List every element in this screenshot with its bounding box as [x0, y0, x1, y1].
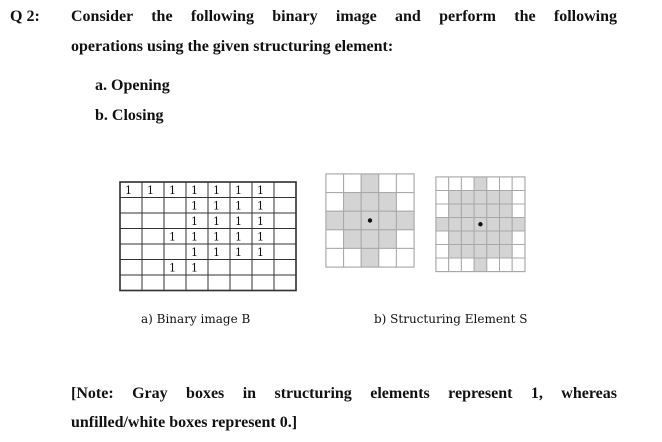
binary-cell-value: 1	[257, 230, 264, 244]
se-large-cell	[500, 191, 513, 205]
se-small-cell	[379, 248, 397, 267]
se-small-cell	[396, 230, 414, 249]
se-large-cell	[461, 177, 474, 191]
se-large-cell	[500, 231, 513, 245]
se-small-cell	[326, 193, 344, 212]
se-small-cell	[361, 230, 379, 249]
caption-structuring-element: b) Structuring Element S	[374, 312, 528, 326]
option-opening: a. Opening	[95, 77, 170, 94]
se-small-cell	[326, 174, 344, 193]
binary-cell-value: 1	[257, 246, 264, 259]
se-large-cell	[487, 191, 500, 205]
se-small-cell	[361, 193, 379, 212]
option-closing: b. Closing	[95, 107, 164, 124]
se-large-cell	[461, 245, 474, 259]
se-small-cell	[361, 248, 379, 267]
se-large-cell	[449, 218, 462, 232]
se-large-cell	[500, 204, 513, 218]
se-large-cell	[436, 191, 449, 205]
se-large-cell	[474, 231, 487, 245]
se-small-cell	[396, 211, 414, 230]
se-large-cell	[436, 218, 449, 232]
se-large-cell	[500, 218, 513, 232]
se-large-cell	[487, 231, 500, 245]
se-large-cell	[474, 258, 487, 272]
structuring-element-small	[324, 172, 417, 270]
se-large-cell	[449, 231, 462, 245]
se-large-cell	[436, 245, 449, 259]
question-text-line-1: Consider the following binary image and perform the following	[71, 8, 617, 25]
se-large-cell	[512, 231, 525, 245]
se-large-cell	[487, 218, 500, 232]
binary-cell-value: 1	[213, 230, 220, 244]
caption-binary-image: a) Binary image B	[141, 312, 251, 326]
binary-cell-value: 1	[235, 184, 242, 197]
se-large-cell	[449, 191, 462, 205]
binary-cell-value: 1	[125, 184, 132, 197]
se-large-cell	[461, 258, 474, 272]
se-large-cell	[500, 245, 513, 259]
se-large-cell	[436, 231, 449, 245]
se-large-cell	[512, 218, 525, 232]
binary-cell-value: 1	[213, 199, 220, 213]
binary-cell-value: 1	[191, 261, 198, 275]
structuring-element-large	[434, 175, 528, 275]
se-small-cell	[344, 248, 362, 267]
se-large-cell	[500, 258, 513, 272]
se-large-cell	[500, 177, 513, 191]
se-large-cell	[474, 177, 487, 191]
se-large-cell	[487, 177, 500, 191]
se-small-cell	[396, 174, 414, 193]
se-small-cell	[326, 230, 344, 249]
se-small-cell	[326, 248, 344, 267]
binary-image-grid	[118, 180, 298, 295]
binary-cell-value: 1	[235, 246, 242, 259]
se-small-cell	[344, 174, 362, 193]
se-large-cell	[474, 204, 487, 218]
binary-cell-value: 1	[235, 199, 242, 213]
binary-cell-value: 1	[213, 246, 220, 259]
question-number: Q 2:	[10, 8, 40, 25]
binary-cell-value: 1	[191, 215, 198, 228]
binary-cell-value: 1	[257, 215, 264, 228]
se-large-cell	[461, 231, 474, 245]
se-small-cell	[344, 211, 362, 230]
binary-cell-value: 1	[169, 230, 176, 244]
se-small-cell	[326, 211, 344, 230]
se-large-cell	[474, 191, 487, 205]
binary-cell-value: 1	[147, 184, 154, 197]
se-large-cell	[449, 245, 462, 259]
note-line-2: unfilled/white boxes represent 0.]	[71, 414, 298, 431]
se-large-cell	[487, 204, 500, 218]
se-large-cell	[461, 204, 474, 218]
se-small-cell	[379, 193, 397, 212]
se-large-cell	[512, 191, 525, 205]
se-large-cell	[436, 204, 449, 218]
se-small-cell	[344, 193, 362, 212]
se-large-cell	[512, 204, 525, 218]
binary-cell-value: 1	[191, 184, 198, 197]
binary-cell-value: 1	[169, 261, 176, 275]
binary-cell-value: 1	[169, 184, 176, 197]
se-small-cell	[379, 230, 397, 249]
binary-cell-value: 1	[191, 230, 198, 244]
se-large-cell	[436, 177, 449, 191]
se-large-cell	[512, 245, 525, 259]
binary-cell-value: 1	[191, 246, 198, 259]
se-large-cell	[436, 258, 449, 272]
se-large-cell	[474, 245, 487, 259]
binary-cell-value: 1	[213, 184, 220, 197]
se-large-cell	[449, 177, 462, 191]
se-large-cell	[487, 258, 500, 272]
binary-cell-value: 1	[257, 199, 264, 213]
se-large-cell	[512, 177, 525, 191]
se-large-cell	[461, 218, 474, 232]
question-text-line-2: operations using the given structuring element:	[71, 38, 394, 55]
binary-cell-value: 1	[191, 199, 198, 213]
origin-dot	[368, 218, 372, 222]
se-small-cell	[379, 174, 397, 193]
se-small-cell	[344, 230, 362, 249]
se-small-cell	[396, 248, 414, 267]
se-large-cell	[449, 258, 462, 272]
se-small-cell	[361, 174, 379, 193]
se-small-cell	[396, 193, 414, 212]
se-large-cell	[461, 191, 474, 205]
binary-cell-value: 1	[213, 215, 220, 228]
se-large-cell	[449, 204, 462, 218]
se-small-cell	[379, 211, 397, 230]
binary-cell-value: 1	[235, 230, 242, 244]
binary-cell-value: 1	[257, 184, 264, 197]
se-large-cell	[487, 245, 500, 259]
note-line-1: [Note: Gray boxes in structuring elements represent 1, whereas	[71, 385, 617, 402]
binary-cell-value: 1	[235, 215, 242, 228]
se-large-cell	[512, 258, 525, 272]
origin-dot	[478, 222, 482, 226]
